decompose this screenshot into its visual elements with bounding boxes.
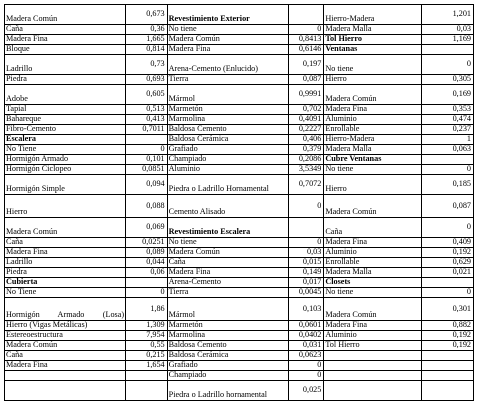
table-row [5, 258, 474, 268]
coefficient-cell: 1,309 [126, 321, 168, 331]
coefficient-cell [126, 381, 168, 401]
coefficient-cell: 0,015 [288, 258, 324, 268]
coefficient-cell [421, 45, 473, 55]
section-header-cell: Closets [324, 278, 421, 288]
coefficient-cell: 0,101 [126, 155, 168, 165]
table-row [5, 361, 474, 371]
material-cell: Enrollable [324, 125, 421, 135]
coefficient-cell [421, 278, 473, 288]
material-cell: Marmolina [167, 115, 288, 125]
material-cell: Marmetón [167, 321, 288, 331]
coefficient-cell: 1,86 [126, 298, 168, 321]
coefficient-cell: 0,36 [126, 25, 168, 35]
coefficient-cell: 1,654 [126, 361, 168, 371]
coefficient-cell: 0 [288, 361, 324, 371]
coefficient-cell: 0,605 [126, 85, 168, 105]
coefficient-cell: 0,088 [126, 195, 168, 218]
table-row [5, 381, 474, 401]
material-cell: Arena-Cemento (Enlucido) [167, 55, 288, 75]
coefficient-cell: 0,017 [288, 278, 324, 288]
material-cell: Madera Fina [5, 35, 126, 45]
material-cell: No tiene [324, 165, 421, 175]
material-cell: No tiene [324, 55, 421, 75]
material-cell: Madera Fina [5, 361, 126, 371]
material-cell: Hierro-Madera [324, 135, 421, 145]
coefficient-cell: 0,474 [421, 115, 473, 125]
material-cell: Aluminio [324, 331, 421, 341]
material-cell: Hormigón Simple [5, 175, 126, 195]
material-cell: Bahareque [5, 115, 126, 125]
table-row [5, 248, 474, 258]
coefficient-cell: 0,6146 [288, 45, 324, 55]
material-cell [324, 371, 421, 381]
material-cell: Piedra [5, 75, 126, 85]
material-cell: Madera Común [5, 341, 126, 351]
coefficient-cell [288, 218, 324, 238]
coefficient-cell: 0,069 [126, 218, 168, 238]
material-cell: Mármol [167, 298, 288, 321]
material-cell: Madera Malla [324, 268, 421, 278]
table-row [5, 278, 474, 288]
coefficient-cell: 0 [421, 288, 473, 298]
table-row [5, 35, 474, 45]
table-row [5, 25, 474, 35]
coefficient-cell: 0,063 [421, 145, 473, 155]
table-row [5, 175, 474, 195]
coefficient-cell: 0,353 [421, 105, 473, 115]
coefficient-cell: 0 [421, 165, 473, 175]
material-cell: Madera Fina [324, 238, 421, 248]
material-cell: No tiene [167, 238, 288, 248]
material-cell: Champiado [167, 155, 288, 165]
material-cell: Cemento Alisado [167, 195, 288, 218]
material-cell: Madera Común [324, 85, 421, 105]
material-cell: Estereoestructura [5, 331, 126, 341]
material-cell: Hierro [5, 195, 126, 218]
coefficient-cell: 0,169 [421, 85, 473, 105]
coefficient-cell [126, 278, 168, 288]
coefficient-cell [421, 351, 473, 361]
coefficient-cell: 0,087 [421, 195, 473, 218]
material-cell: Baldosa Cerámica [167, 351, 288, 361]
table-body [5, 5, 474, 401]
coefficient-cell: 0,025 [288, 381, 324, 401]
table-row [5, 135, 474, 145]
coefficient-cell [421, 371, 473, 381]
coefficient-cell: 0,237 [421, 125, 473, 135]
material-cell: Hierro [324, 75, 421, 85]
coefficient-cell: 0,8413 [288, 35, 324, 45]
coefficient-cell: 0 [126, 145, 168, 155]
material-cell: Caña [167, 258, 288, 268]
table-row [5, 115, 474, 125]
coefficient-cell: 0,192 [421, 331, 473, 341]
material-cell: No Tiene [5, 145, 126, 155]
material-cell: Hormigón Ciclopeo [5, 165, 126, 175]
material-cell: Ladrillo [5, 55, 126, 75]
table-row [5, 238, 474, 248]
material-cell: No Tiene [5, 288, 126, 298]
section-header-cell: Ventanas [324, 45, 421, 55]
material-cell: Madera Común [167, 248, 288, 258]
material-cell: Baldosa Cemento [167, 125, 288, 135]
material-cell: Tierra [167, 288, 288, 298]
coefficient-cell [421, 381, 473, 401]
table-row [5, 125, 474, 135]
material-cell: Madera Malla [324, 25, 421, 35]
coefficient-cell: 0,021 [421, 268, 473, 278]
material-cell: Adobe [5, 85, 126, 105]
material-cell: Piedra o Ladrillo hornamental [167, 381, 288, 401]
coefficient-cell: 0,409 [421, 238, 473, 248]
material-cell [324, 351, 421, 361]
coefficient-cell: 0 [288, 371, 324, 381]
coefficient-cell [126, 135, 168, 145]
coefficient-cell: 0,103 [288, 298, 324, 321]
material-cell: Hormigón Armado [5, 155, 126, 165]
coefficient-cell: 0,305 [421, 75, 473, 85]
coefficient-table [4, 4, 474, 401]
material-cell: Enrollable [324, 258, 421, 268]
coefficient-cell: 0,673 [126, 5, 168, 25]
section-header-cell: Cubierta [5, 278, 126, 288]
coefficient-cell: 0,693 [126, 75, 168, 85]
material-cell: No tiene [167, 25, 288, 35]
coefficient-cell [421, 155, 473, 165]
coefficient-cell: 0,06 [126, 268, 168, 278]
coefficient-cell: 0 [288, 238, 324, 248]
coefficient-cell: 0,044 [126, 258, 168, 268]
material-cell: Madera Fina [167, 268, 288, 278]
coefficient-cell: 0,9991 [288, 85, 324, 105]
coefficient-cell: 0,0045 [288, 288, 324, 298]
coefficient-cell: 0,413 [126, 115, 168, 125]
coefficient-cell [421, 361, 473, 371]
coefficient-cell: 0,03 [288, 248, 324, 258]
material-cell [324, 361, 421, 371]
table-row [5, 331, 474, 341]
section-header-cell: Tol Hierro [324, 35, 421, 45]
coefficient-cell: 0,087 [288, 75, 324, 85]
table-row [5, 155, 474, 165]
table-row [5, 105, 474, 115]
coefficient-cell: 0,0601 [288, 321, 324, 331]
coefficient-cell: 0,814 [126, 45, 168, 55]
coefficient-cell: 0,7072 [288, 175, 324, 195]
table-row [5, 145, 474, 155]
coefficient-cell: 0,379 [288, 145, 324, 155]
table-row [5, 55, 474, 75]
table-row [5, 75, 474, 85]
coefficient-cell: 0,185 [421, 175, 473, 195]
coefficient-cell: 0,192 [421, 341, 473, 351]
material-cell: Marmolina [167, 331, 288, 341]
material-cell [5, 371, 126, 381]
material-cell: Grafiado [167, 145, 288, 155]
coefficient-cell: 0,2227 [288, 125, 324, 135]
material-cell [324, 381, 421, 401]
material-cell: Hierro [324, 175, 421, 195]
coefficient-cell: 0,2086 [288, 155, 324, 165]
coefficient-cell: 0 [421, 55, 473, 75]
material-cell: Piedra o Ladrillo Hornamental [167, 175, 288, 195]
coefficient-cell: 0,406 [288, 135, 324, 145]
material-cell: Hormigón Armado (Losa) [5, 298, 126, 321]
coefficient-cell: 0,089 [126, 248, 168, 258]
coefficient-cell: 0,03 [421, 25, 473, 35]
material-cell: Marmetón [167, 105, 288, 115]
table-row [5, 288, 474, 298]
material-cell: Arena-Cemento [167, 278, 288, 288]
material-cell: Aluminio [324, 248, 421, 258]
material-cell: Tol Hierro [324, 341, 421, 351]
coefficient-cell [126, 371, 168, 381]
material-cell: Champiado [167, 371, 288, 381]
material-cell: Tierra [167, 75, 288, 85]
table-row [5, 45, 474, 55]
material-cell: Caña [5, 25, 126, 35]
material-cell: Madera Fina [167, 45, 288, 55]
coefficient-cell: 0,7011 [126, 125, 168, 135]
coefficient-cell: 0,0851 [126, 165, 168, 175]
section-header-cell: Cubre Ventanas [324, 155, 421, 165]
coefficient-cell: 0,0251 [126, 238, 168, 248]
table-row [5, 195, 474, 218]
material-cell: Mármol [167, 85, 288, 105]
material-cell: Piedra [5, 268, 126, 278]
coefficient-cell: 0 [421, 218, 473, 238]
material-cell: Madera Común [324, 298, 421, 321]
coefficient-cell: 0,73 [126, 55, 168, 75]
material-cell [5, 381, 126, 401]
coefficient-cell: 0,301 [421, 298, 473, 321]
coefficient-cell: 0,629 [421, 258, 473, 268]
coefficient-cell: 0,197 [288, 55, 324, 75]
coefficient-cell: 0 [288, 195, 324, 218]
coefficient-cell: 0,215 [126, 351, 168, 361]
material-cell: No tiene [324, 288, 421, 298]
table-row [5, 268, 474, 278]
section-header-cell: Revestimiento Escalera [167, 218, 288, 238]
table-row [5, 351, 474, 361]
material-cell: Baldosa Cerámica [167, 135, 288, 145]
section-header-cell: Revestimiento Exterior [167, 5, 288, 25]
material-cell: Caña [5, 238, 126, 248]
coefficient-cell: 0,882 [421, 321, 473, 331]
coefficient-cell: 1 [421, 135, 473, 145]
material-cell: Madera Común [167, 35, 288, 45]
material-cell: Madera Común [5, 5, 126, 25]
table-row [5, 85, 474, 105]
table-row [5, 298, 474, 321]
material-cell: Fibro-Cemento [5, 125, 126, 135]
coefficient-cell: 0,192 [421, 248, 473, 258]
material-cell: Madera Común [5, 218, 126, 238]
material-cell: Bloque [5, 45, 126, 55]
material-cell: Madera Fina [5, 248, 126, 258]
material-cell: Hierro (Vigas Metálicas) [5, 321, 126, 331]
coefficient-cell: 0 [126, 288, 168, 298]
coefficient-cell: 0,0623 [288, 351, 324, 361]
table-row [5, 165, 474, 175]
material-cell: Madera Común [324, 195, 421, 218]
material-cell: Caña [324, 218, 421, 238]
table-row [5, 321, 474, 331]
section-header-cell: Escalera [5, 135, 126, 145]
material-cell: Tapial [5, 105, 126, 115]
table-row [5, 371, 474, 381]
material-cell: Madera Malla [324, 145, 421, 155]
material-cell: Ladrillo [5, 258, 126, 268]
coefficient-cell: 0,094 [126, 175, 168, 195]
material-cell: Grafiado [167, 361, 288, 371]
coefficient-cell: 1,665 [126, 35, 168, 45]
table-row [5, 218, 474, 238]
table-row [5, 341, 474, 351]
coefficient-cell: 0,55 [126, 341, 168, 351]
material-cell: Aluminio [324, 115, 421, 125]
coefficient-cell: 0,513 [126, 105, 168, 115]
material-cell: Aluminio [167, 165, 288, 175]
coefficient-cell: 0,149 [288, 268, 324, 278]
coefficient-cell [288, 5, 324, 25]
coefficient-cell: 0 [288, 25, 324, 35]
material-cell: Hierro-Madera [324, 5, 421, 25]
coefficient-cell: 0,0402 [288, 331, 324, 341]
coefficient-cell: 0,702 [288, 105, 324, 115]
table-row [5, 5, 474, 25]
material-cell: Baldosa Cemento [167, 341, 288, 351]
coefficient-cell: 0,031 [288, 341, 324, 351]
material-cell: Madera Fina [324, 105, 421, 115]
material-cell: Madera Fina [324, 321, 421, 331]
coefficient-cell: 0,4091 [288, 115, 324, 125]
coefficient-cell: 7,954 [126, 331, 168, 341]
coefficient-cell: 1,201 [421, 5, 473, 25]
coefficient-cell: 1,169 [421, 35, 473, 45]
material-cell: Caña [5, 351, 126, 361]
coefficient-cell: 3,5349 [288, 165, 324, 175]
